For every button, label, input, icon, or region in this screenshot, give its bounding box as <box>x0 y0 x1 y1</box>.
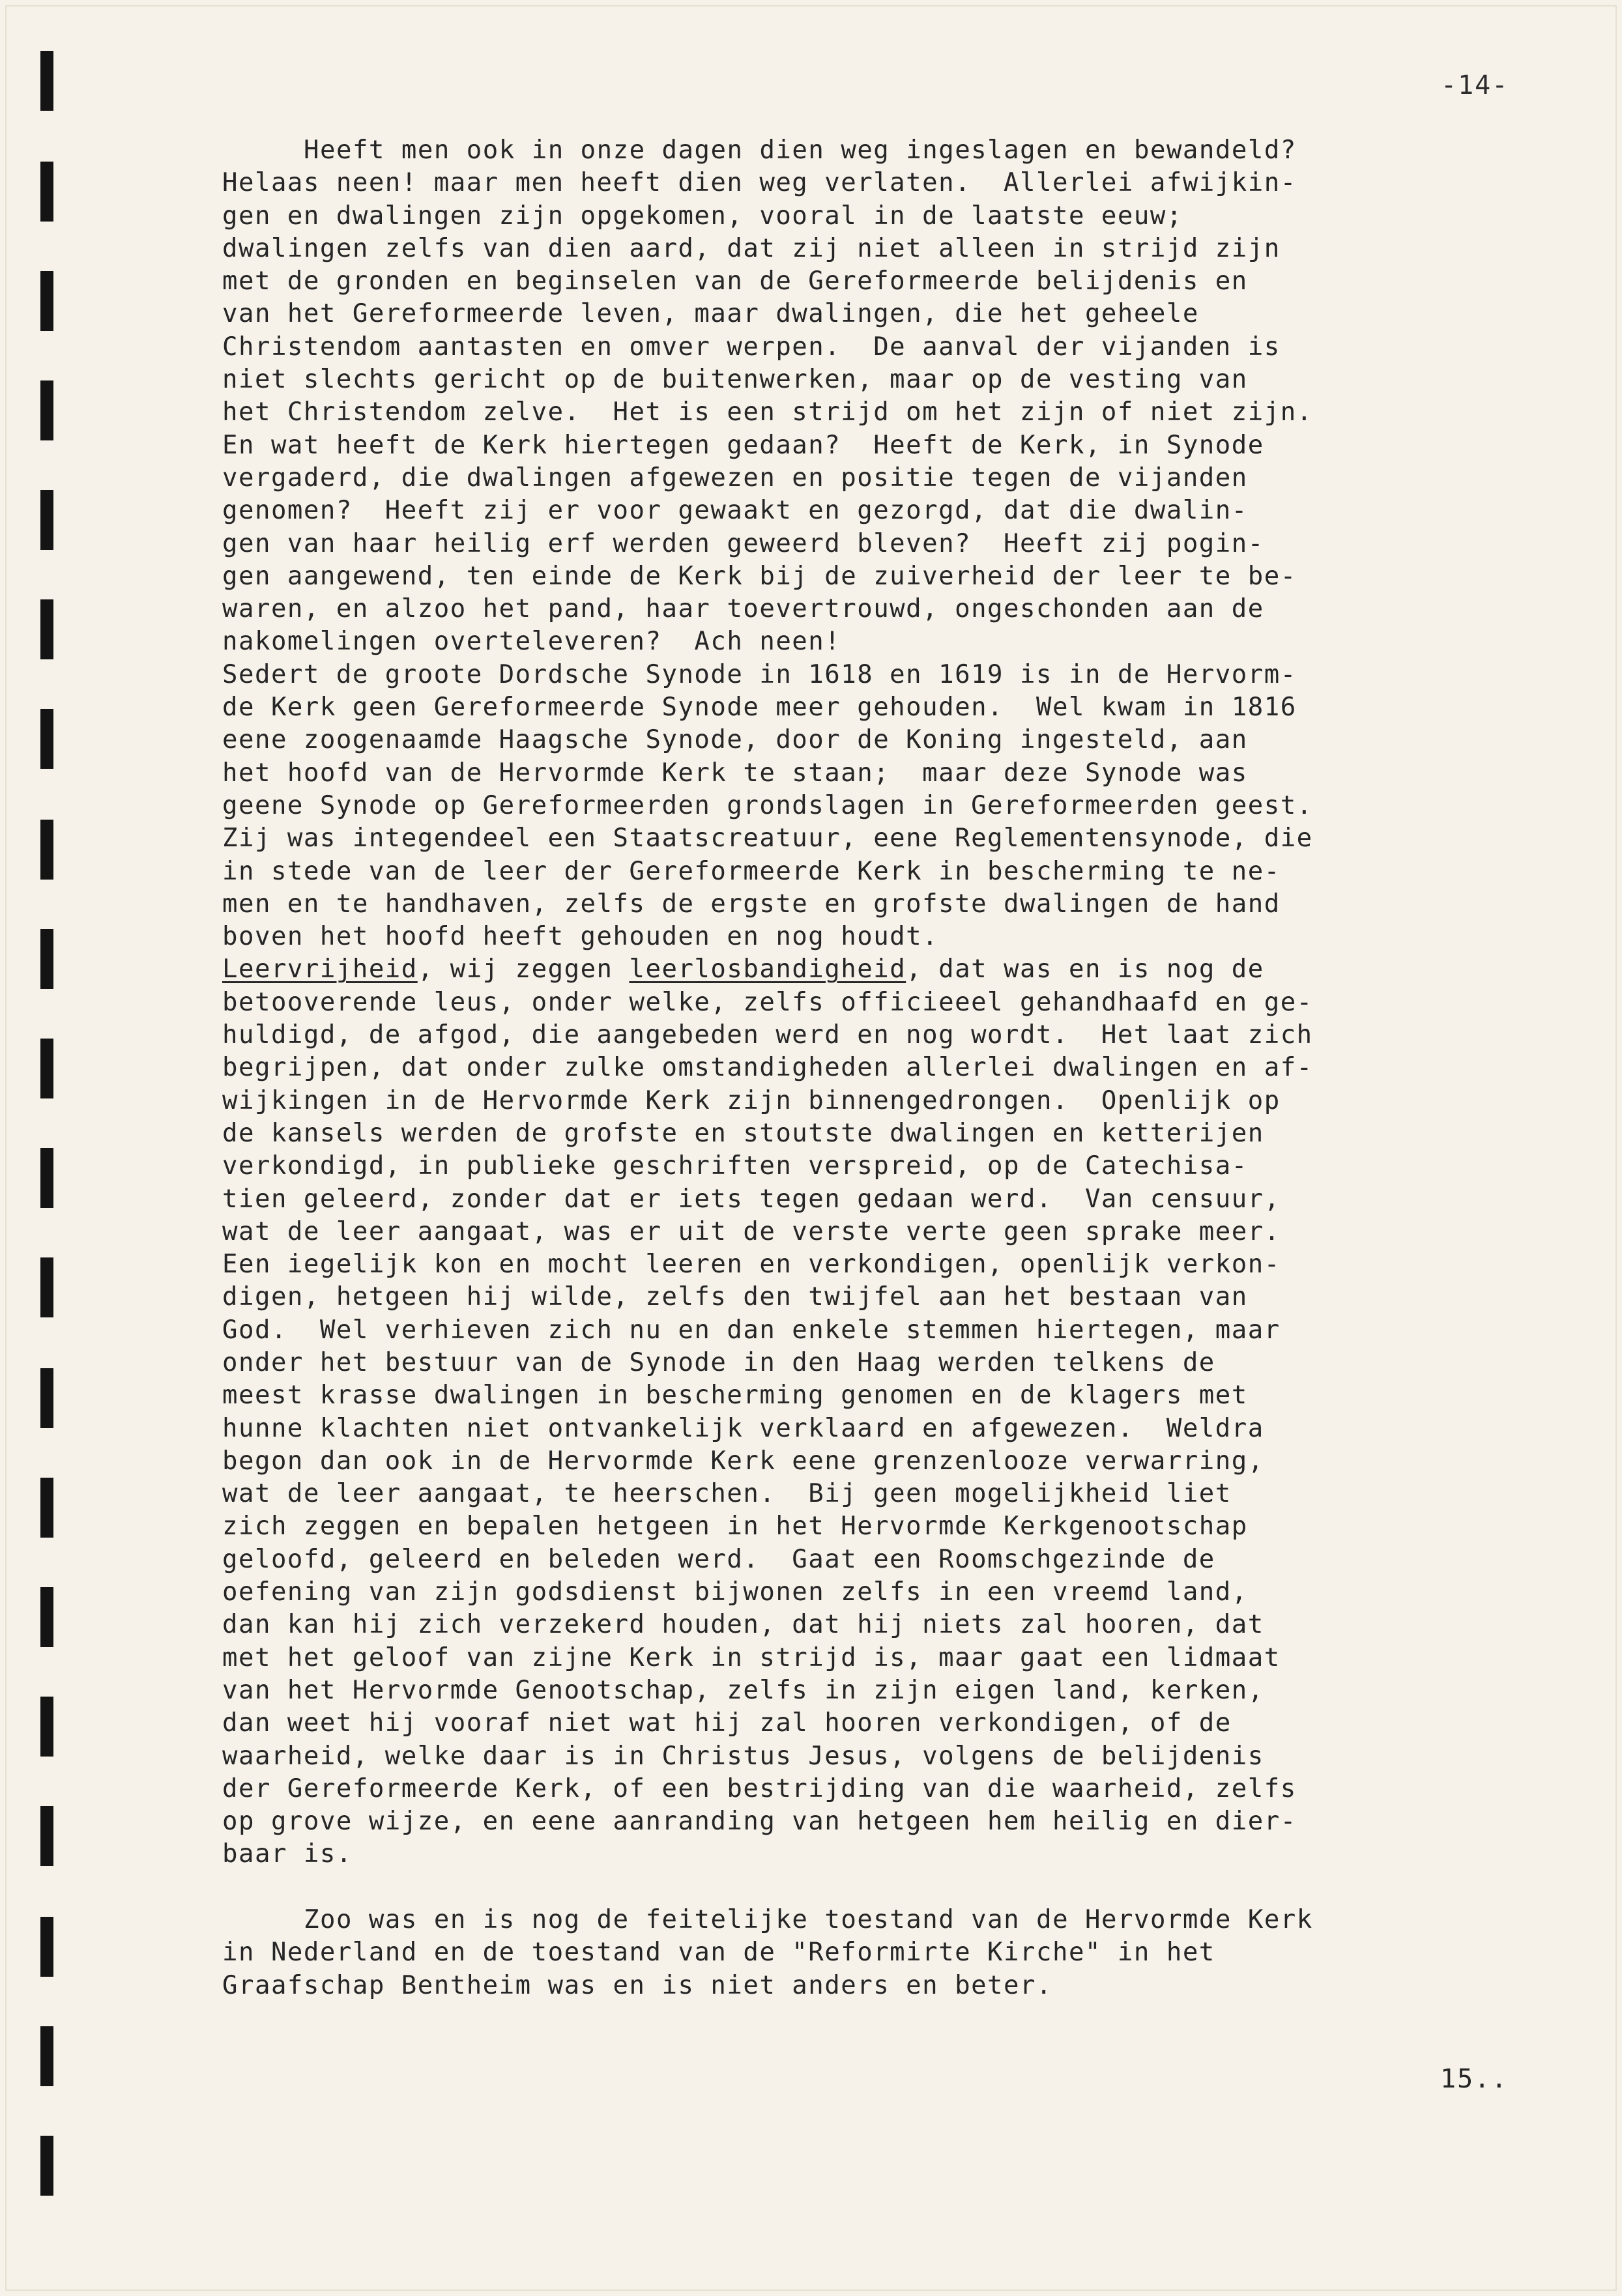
text-line: betooverende leus, onder welke, zelfs officieeel gehandhaafd en ge- <box>222 987 1313 1017</box>
binder-hole-mark <box>40 1368 53 1428</box>
text-line: wijkingen in de Hervormde Kerk zijn binnengedrongen. Openlijk op <box>222 1085 1281 1115</box>
text-line: niet slechts gericht op de buitenwerken, maar op de vesting van <box>222 365 1248 395</box>
next-page-catchword: 15.. <box>1440 2064 1509 2094</box>
binder-hole-mark <box>40 599 53 659</box>
text-line: digen, hetgeen hij wilde, zelfs den twijfel aan het bestaan van <box>222 1282 1248 1312</box>
text-segment: , dat was en is nog de <box>906 954 1264 984</box>
text-line: nakomelingen overteleveren? Ach neen! <box>222 627 841 657</box>
text-line: oefening van zijn godsdienst bijwonen zelfs in een vreemd land, <box>222 1577 1248 1607</box>
binder-hole-mark <box>40 1478 53 1538</box>
binder-hole-mark <box>40 1917 53 1977</box>
paragraph-2 <box>222 953 1604 1871</box>
binder-hole-mark <box>40 1587 53 1647</box>
text-line: de kansels werden de grofste en stoutste dwalingen en ketterijen <box>222 1118 1264 1148</box>
binder-hole-mark <box>40 820 53 880</box>
binder-hole-mark <box>40 1697 53 1757</box>
text-line: op grove wijze, en eene aanranding van hetgeen hem heilig en dier- <box>222 1807 1297 1837</box>
underlined-term-leerlosbandigheid: leerlosbandigheid <box>629 954 906 984</box>
text-line: het Christendom zelve. Het is een strijd om het zijn of niet zijn. <box>222 397 1313 427</box>
binder-hole-mark <box>40 1257 53 1317</box>
text-line: met het geloof van zijne Kerk in strijd is, maar gaat een lidmaat <box>222 1643 1281 1672</box>
text-line: wat de leer aangaat, was er uit de verste verte geen sprake meer. <box>222 1216 1281 1246</box>
text-line: Zij was integendeel een Staatscreatuur, eene Reglementensynode, die <box>222 824 1313 854</box>
paragraph-3 <box>222 1904 1604 2002</box>
text-line: gen van haar heilig erf werden geweerd bleven? Heeft zij pogin- <box>222 528 1264 558</box>
text-line: verkondigd, in publieke geschriften verspreid, op de Catechisa- <box>222 1151 1248 1181</box>
text-line <box>222 1904 1604 1936</box>
text-line: onder het bestuur van de Synode in den Haag werden telkens de <box>222 1347 1215 1377</box>
binder-hole-mark <box>40 51 53 111</box>
page-number: -14- <box>1441 70 1509 100</box>
text-line: meest krasse dwalingen in bescherming genomen en de klagers met <box>222 1381 1248 1411</box>
text-line: Sedert de groote Dordsche Synode in 1618 en 1619 is in de Hervorm- <box>222 659 1297 689</box>
text-line: dan weet hij vooraf niet wat hij zal hooren verkondigen, of de <box>222 1708 1232 1738</box>
text-line <box>222 134 1604 167</box>
text-line: Een iegelijk kon en mocht leeren en verkondigen, openlijk verkon- <box>222 1250 1281 1280</box>
text-line: begrijpen, dat onder zulke omstandigheden allerlei dwalingen en af- <box>222 1053 1313 1083</box>
paragraph-spacer <box>222 1871 1604 1904</box>
text-line: geene Synode op Gereformeerden grondslagen in Gereformeerden geest. <box>222 790 1313 820</box>
text-line: Christendom aantasten en omver werpen. De aanval der vijanden is <box>222 332 1281 362</box>
text-line: Helaas neen! maar men heeft dien weg verlaten. Allerlei afwijkin- <box>222 168 1297 198</box>
text-line: eene zoogenaamde Haagsche Synode, door de Koning ingesteld, aan <box>222 725 1248 755</box>
binder-hole-mark <box>40 380 53 440</box>
text-line: gen aangewend, ten einde de Kerk bij de zuiverheid der leer te be- <box>222 561 1297 591</box>
text-line-content: Heeft men ook in onze dagen dien weg ingeslagen en bewandeld? <box>304 136 1297 165</box>
text-line: dan kan hij zich verzekerd houden, dat hij niets zal hooren, dat <box>222 1610 1264 1640</box>
binder-hole-mark <box>40 490 53 550</box>
paragraph-1 <box>222 134 1604 953</box>
text-line: baar is. <box>222 1839 353 1869</box>
binder-hole-mark <box>40 929 53 989</box>
text-line: begon dan ook in de Hervormde Kerk eene grenzenlooze verwarring, <box>222 1446 1264 1476</box>
text-line: En wat heeft de Kerk hiertegen gedaan? Heeft de Kerk, in Synode <box>222 430 1264 460</box>
binder-hole-mark <box>40 1806 53 1866</box>
text-line: met de gronden en beginselen van de Gereformeerde belijdenis en <box>222 266 1248 296</box>
text-line: in stede van de leer der Gereformeerde Kerk in bescherming te ne- <box>222 856 1281 886</box>
binder-hole-mark <box>40 709 53 769</box>
text-line: het hoofd van de Hervormde Kerk te staan; maar deze Synode was <box>222 758 1248 788</box>
binder-holes <box>40 51 55 2253</box>
text-line-content: Zoo was en is nog de feitelijke toestand van de Hervormde Kerk <box>304 1905 1313 1935</box>
text-line: genomen? Heeft zij er voor gewaakt en gezorgd, dat die dwalin- <box>222 496 1248 526</box>
binder-hole-mark <box>40 162 53 222</box>
text-line: zich zeggen en bepalen hetgeen in het Hervormde Kerkgenootschap <box>222 1512 1248 1542</box>
binder-hole-mark <box>40 2026 53 2086</box>
document-body <box>222 134 1604 2002</box>
text-line: vergaderd, die dwalingen afgewezen en positie tegen de vijanden <box>222 463 1248 493</box>
text-line: gen en dwalingen zijn opgekomen, vooral in de laatste eeuw; <box>222 201 1183 231</box>
underlined-term-leervrijheid: Leervrijheid <box>222 954 418 984</box>
text-line: in Nederland en de toestand van de "Reformirte Kirche" in het <box>222 1938 1215 1968</box>
text-line: van het Gereformeerde leven, maar dwalingen, die het geheele <box>222 299 1199 329</box>
binder-hole-mark <box>40 2136 53 2196</box>
text-line: dwalingen zelfs van dien aard, dat zij niet alleen in strijd zijn <box>222 233 1281 263</box>
text-line: de Kerk geen Gereformeerde Synode meer gehouden. Wel kwam in 1816 <box>222 693 1297 723</box>
text-line: waarheid, welke daar is in Christus Jesus, volgens de belijdenis <box>222 1741 1264 1771</box>
text-line: waren, en alzoo het pand, haar toevertrouwd, ongeschonden aan de <box>222 594 1264 624</box>
binder-hole-mark <box>40 271 53 331</box>
binder-hole-mark <box>40 1148 53 1208</box>
text-line: wat de leer aangaat, te heerschen. Bij geen mogelijkheid liet <box>222 1479 1232 1509</box>
text-line: boven het hoofd heeft gehouden en nog houdt. <box>222 922 939 952</box>
text-segment: , wij zeggen <box>417 954 630 984</box>
text-line <box>222 953 1604 986</box>
text-line: hunne klachten niet ontvankelijk verklaard en afgewezen. Weldra <box>222 1413 1264 1443</box>
text-line: God. Wel verhieven zich nu en dan enkele stemmen hiertegen, maar <box>222 1315 1281 1345</box>
text-line: der Gereformeerde Kerk, of een bestrijding van die waarheid, zelfs <box>222 1773 1297 1803</box>
text-line: Graafschap Bentheim was en is niet anders en beter. <box>222 1970 1052 2000</box>
text-line: van het Hervormde Genootschap, zelfs in zijn eigen land, kerken, <box>222 1675 1264 1705</box>
text-line: tien geleerd, zonder dat er iets tegen gedaan werd. Van censuur, <box>222 1184 1281 1214</box>
binder-hole-mark <box>40 1039 53 1098</box>
text-line: geloofd, geleerd en beleden werd. Gaat een Roomschgezinde de <box>222 1544 1215 1574</box>
text-line: huldigd, de afgod, die aangebeden werd en nog wordt. Het laat zich <box>222 1020 1313 1050</box>
text-line: men en te handhaven, zelfs de ergste en grofste dwalingen de hand <box>222 889 1281 919</box>
